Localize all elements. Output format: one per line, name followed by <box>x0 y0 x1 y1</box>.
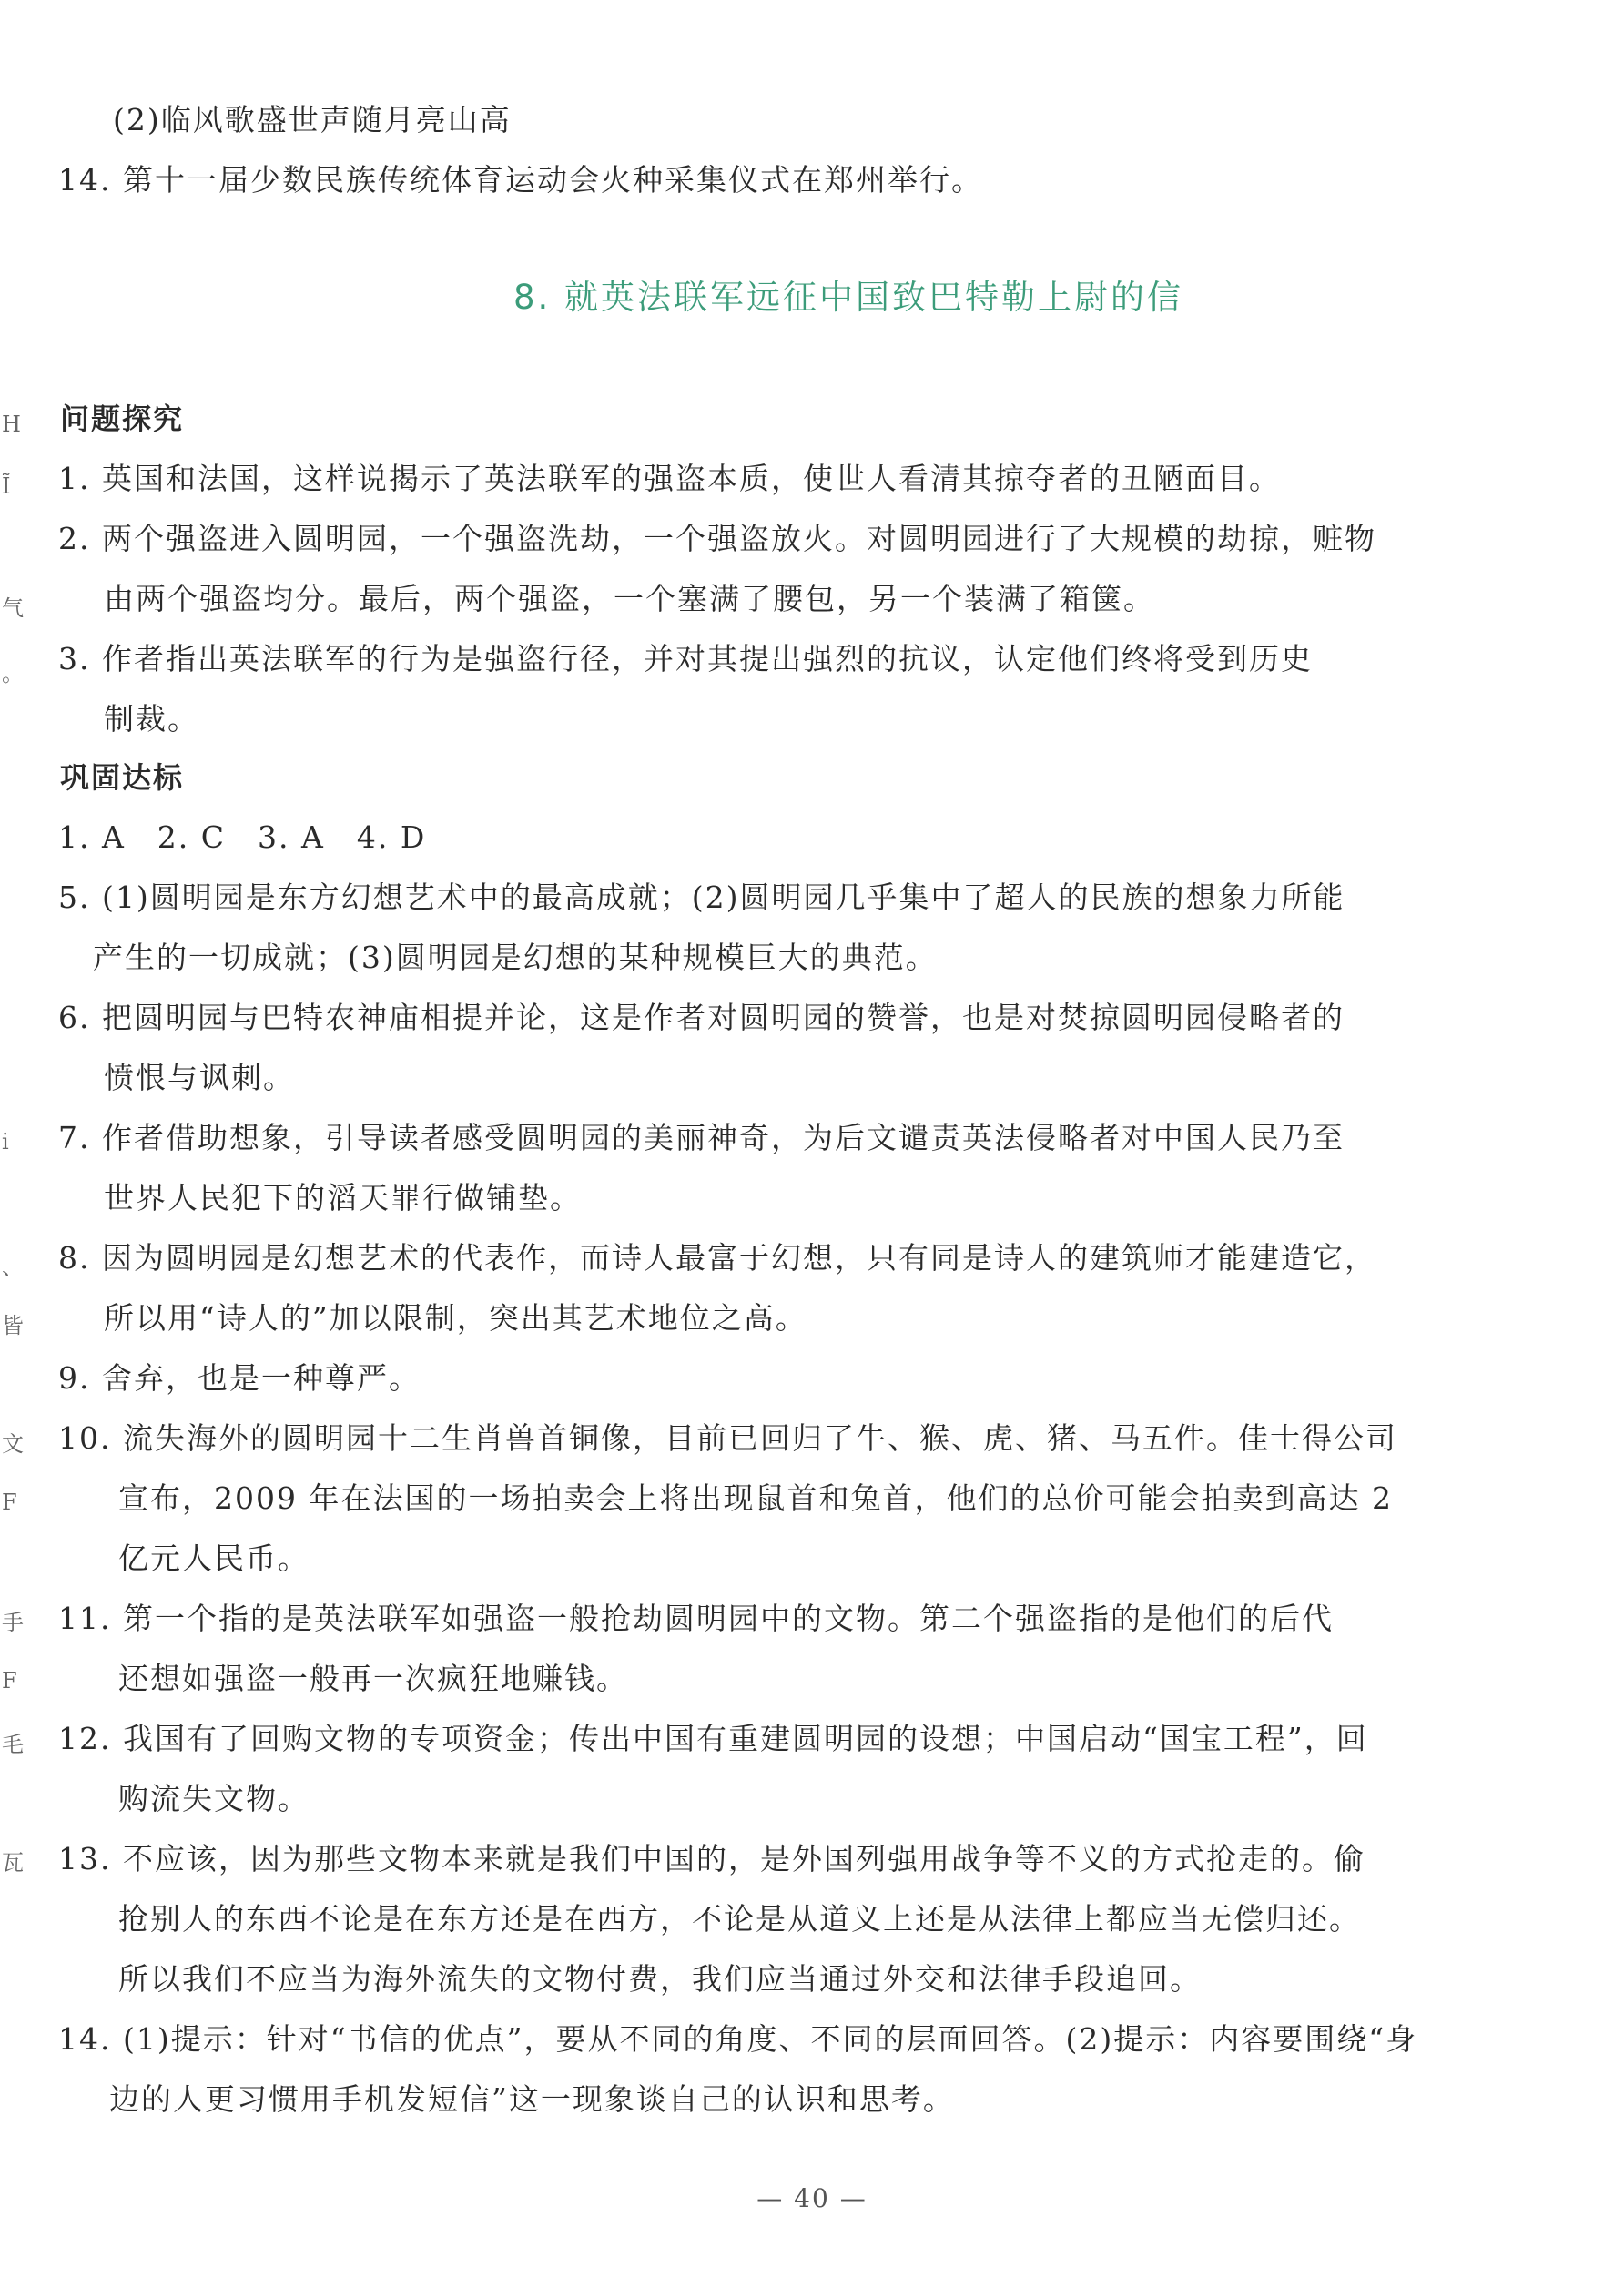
answer-line-5: 愤恨与讽刺。 <box>104 1060 295 1095</box>
answer-line-4: 6. 把圆明园与巴特农神庙相提并论，这是作者对圆明园的赞誉，也是对焚掠圆明园侵略者的 <box>58 1000 1345 1035</box>
answer-line-10: 9. 舍弃，也是一种尊严。 <box>58 1360 421 1396</box>
edge-mark: Ĩ <box>2 473 11 499</box>
answer-line-3: 产生的一切成就；(3)圆明园是幻想的某种规模巨大的典范。 <box>93 940 938 975</box>
answer-line-2: 5. (1)圆明园是东方幻想艺术中的最高成就；(2)圆明园几乎集中了超人的民族的想象力所能 <box>58 880 1345 915</box>
edge-mark: F <box>2 1490 17 1515</box>
edge-mark: i <box>2 1129 9 1154</box>
page-number: — 40 — <box>756 2183 868 2213</box>
inquiry-line-4: 3. 作者指出英法联军的行为是强盗行径，并对其提出强烈的抗议，认定他们终将受到历史 <box>58 641 1313 676</box>
top-line-2: 14. 第十一届少数民族传统体育运动会火种采集仪式在郑州举行。 <box>58 162 983 198</box>
answer-line-21: 14. (1)提示：针对“书信的优点”，要从不同的角度、不同的层面回答。(2)提示：内容要围绕“身 <box>58 2021 1418 2057</box>
answer-line-13: 亿元人民币。 <box>118 1541 310 1576</box>
section-heading-inquiry: 问题探究 <box>60 402 185 436</box>
edge-mark: 手 <box>2 1610 24 1635</box>
edge-mark: 毛 <box>2 1732 24 1757</box>
answer-line-14: 11. 第一个指的是英法联军如强盗一般抢劫圆明园中的文物。第二个强盗指的是他们的后代 <box>58 1601 1334 1636</box>
inquiry-line-3: 由两个强盗均分。最后，两个强盗，一个塞满了腰包，另一个装满了箱箧。 <box>104 581 1155 616</box>
edge-mark: 。 <box>2 661 24 686</box>
edge-mark: H <box>2 412 21 437</box>
edge-mark: 皆 <box>2 1313 24 1338</box>
edge-mark: 、 <box>2 1255 24 1280</box>
answer-line-15: 还想如强盗一般再一次疯狂地赚钱。 <box>118 1661 628 1696</box>
top-line-1: (2)临风歌盛世声随月亮山高 <box>113 102 512 137</box>
answer-line-18: 13. 不应该，因为那些文物本来就是我们中国的，是外国列强用战争等不义的方式抢走的。偷 <box>58 1841 1365 1876</box>
answer-line-19: 抢别人的东西不论是在东方还是在西方，不论是从道义上还是从法律上都应当无偿归还。 <box>118 1901 1361 1937</box>
answer-line-8: 8. 因为圆明园是幻想艺术的代表作，而诗人最富于幻想，只有同是诗人的建筑师才能建造它， <box>58 1240 1376 1276</box>
answer-line-17: 购流失文物。 <box>118 1781 310 1816</box>
inquiry-line-1: 1. 英国和法国，这样说揭示了英法联军的强盗本质，使世人看清其掠夺者的丑陋面目。 <box>58 461 1281 496</box>
inquiry-line-2: 2. 两个强盗进入圆明园，一个强盗洗劫，一个强盗放火。对圆明园进行了大规模的劫掠，赃物 <box>58 521 1376 556</box>
edge-mark: 瓦 <box>2 1850 24 1876</box>
answer-line-1: 1. A 2. C 3. A 4. D <box>58 819 427 855</box>
section-heading-consolidate: 巩固达标 <box>60 760 185 795</box>
answer-line-9: 所以用“诗人的”加以限制，突出其艺术地位之高。 <box>104 1300 807 1336</box>
inquiry-line-5: 制裁。 <box>104 701 199 737</box>
answer-line-11: 10. 流失海外的圆明园十二生肖兽首铜像，目前已回归了牛、猴、虎、猪、马五件。佳士得公司 <box>58 1420 1397 1456</box>
edge-mark: 气 <box>2 595 24 621</box>
edge-mark: 文 <box>2 1431 24 1457</box>
answer-line-7: 世界人民犯下的滔天罪行做铺垫。 <box>104 1180 582 1215</box>
answer-line-16: 12. 我国有了回购文物的专项资金；传出中国有重建圆明园的设想；中国启动“国宝工程”，回 <box>58 1721 1368 1756</box>
answer-line-22: 边的人更习惯用手机发短信”这一现象谈自己的认识和思考。 <box>109 2081 955 2117</box>
answer-line-20: 所以我们不应当为海外流失的文物付费，我们应当通过外交和法律手段追回。 <box>118 1961 1202 1997</box>
answer-line-6: 7. 作者借助想象，引导读者感受圆明园的美丽神奇，为后文谴责英法侵略者对中国人民乃至 <box>58 1120 1345 1155</box>
edge-mark: F <box>2 1668 17 1693</box>
answer-line-12: 宣布，2009 年在法国的一场拍卖会上将出现鼠首和兔首，他们的总价可能会拍卖到高达 2 <box>118 1480 1393 1516</box>
lesson-title: 8. 就英法联军远征中国致巴特勒上尉的信 <box>513 278 1184 317</box>
